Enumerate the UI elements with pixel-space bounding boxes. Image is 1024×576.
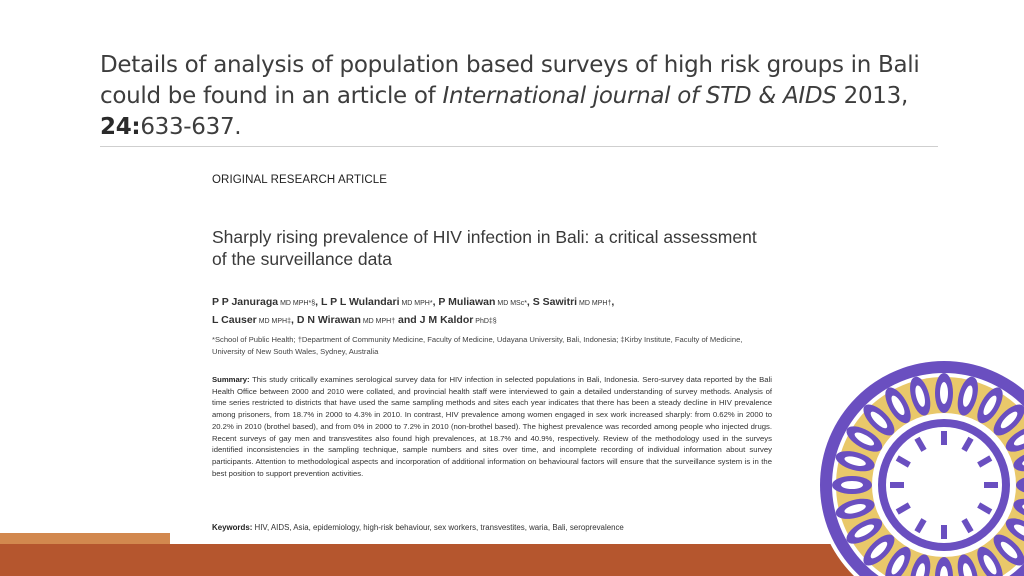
seal-mark [941,431,947,445]
author-degree: MD MPH† [577,300,612,307]
article-keywords [212,522,772,533]
seal-petal-inner [940,382,948,404]
seal-petal-inner [841,481,863,489]
journal-year: 2013, [836,83,908,109]
seal-mark [890,482,904,488]
seal-mark [984,482,998,488]
keywords-text: HIV, AIDS, Asia, epidemiology, high-risk behaviour, sex workers, transvestites, waria, Bali, seroprevalence [252,523,624,532]
author-name: , [611,296,615,308]
summary-text: This study critically examines serological survey data for HIV infection in selected populations in Bali, Indonesia. Sero-survey data reported by the Bali Health Office between 2000 and 2010 were collated, and provincial health staff were interviewed to gain a detailed understanding of survey methods. Analysis of time series restricted to districts that have used the same sampling methods and sites each year indicates that there has been a steady decline in HIV prevalence among prisoners, from 18.7% in 2000 to 4.3% in 2010. In contrast, HIV prevalence among women engaged in sex work increased sharply: from 0.62% in 2000 to 20.2% in 2010 (brothel based), and from 0% in 2000 to 7.2% in 2010 (non-brothel based). The highest prevalence was recorded among people who injected drugs. Recent surveys of gay men and transvestites also found high prevalences, at 18.7% and 40.9%, respectively. Review of the methodology used in the surveys identified inconsistencies in the sampling technique, sample numbers and sites over time, and incomplete recording of individual information about survey participants. Attention to methodological aspects and incorporation of additional information on behavioural factors will ensure that the surveillance system is in the best position to support prevention activities. [212,375,772,478]
author-degree: MD MSc* [495,300,527,307]
author-name: , P Muliawan [432,296,496,308]
article-affiliations: *School of Public Health; †Department of Community Medicine, Faculty of Medicine, Udayana University, Bali, Indonesia; ‡Kirby Institute, Faculty of Medicine, University of New South Wales, Sydney, Australia [212,335,743,356]
author-name: , L P L Wulandari [315,296,400,308]
slide-title [100,50,940,143]
title-divider [100,146,938,147]
journal-name: International journal of STD & AIDS [442,83,837,109]
article-authors [212,294,762,330]
article-title: Sharply rising prevalence of HIV infection in Bali: a critical assessment of the surveillance data [212,227,757,269]
journal-volume: 24: [100,114,141,140]
author-degree: MD MPH* [399,300,433,307]
author-degree: PhD‡§ [473,318,497,325]
accent-band [0,544,860,576]
keywords-label: Keywords: [212,523,253,532]
author-name: , D N Wirawan [290,314,361,326]
author-name: P P Januraga [212,296,279,308]
author-degree: MD MPH*§ [278,300,316,307]
summary-label: Summary: [212,375,250,384]
accent-band-top [0,533,170,544]
article-type: ORIGINAL RESEARCH ARTICLE [212,174,388,186]
author-name: and J M Kaldor [395,314,474,326]
author-degree: MD MPH‡ [256,318,291,325]
seal-mark [941,525,947,539]
author-name: L Causer [212,314,257,326]
article-summary [212,374,772,479]
author-degree: MD MPH† [360,318,396,325]
title-text: Details of analysis of population based surveys of high risk groups in Bali could be found in an article of [100,52,920,109]
journal-pages: 633-637. [140,114,242,140]
author-name: , S Sawitri [526,296,578,308]
university-seal-logo [814,355,1024,576]
